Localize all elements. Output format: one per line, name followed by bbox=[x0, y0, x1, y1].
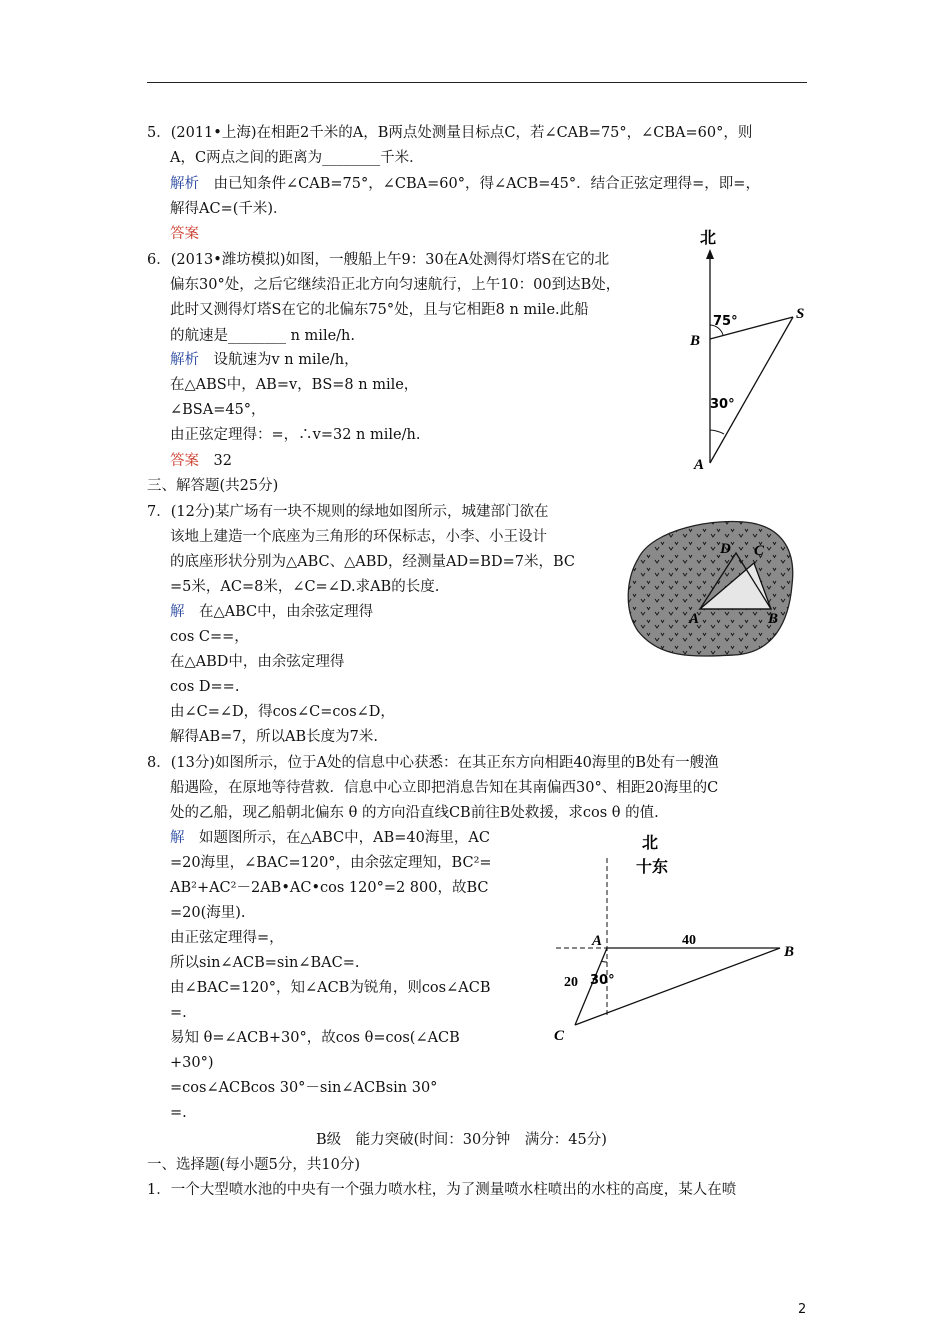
point-C-label: C bbox=[554, 1028, 565, 1044]
p7-solution-4: cos D==. bbox=[170, 679, 240, 695]
point-B-label: B bbox=[784, 944, 795, 960]
answer-label: 答案 bbox=[170, 453, 199, 469]
p6-solution-2: 在△ABS中，AB=v，BS=8 n mile， bbox=[170, 377, 419, 393]
p5-line-2: A，C两点之间的距离为________千米． bbox=[170, 150, 424, 166]
p7-line-4: =5米，AC=8米，∠C=∠D.求AB的长度. bbox=[170, 579, 440, 595]
page-number: 2 bbox=[798, 1302, 807, 1317]
p7-solution-5: 由∠C=∠D，得cos∠C=cos∠D， bbox=[170, 704, 395, 720]
p6-answer: 答案 32 bbox=[170, 453, 232, 469]
p7-line-2: 该地上建造一个底座为三角形的环保标志，小李、小王设计 bbox=[170, 529, 547, 545]
p8-line-2: 船遇险，在原地等待营救．信息中心立即把消息告知在其南偏西30°、相距20海里的C bbox=[170, 780, 719, 796]
p6-solution-1: 解析 设航速为v n mile/h， bbox=[170, 352, 359, 368]
jiexi-label: 解析 bbox=[170, 352, 199, 368]
p7-line-3: 的底座形状分别为△ABC、△ABD，经测量AD=BD=7米，BC bbox=[170, 554, 575, 570]
jie-label: 解 bbox=[170, 830, 185, 846]
level-b-title: B级 能力突破(时间：30分钟 满分：45分) bbox=[316, 1132, 607, 1148]
ship-lighthouse-figure bbox=[680, 225, 820, 475]
p5-answer-label: 答案 bbox=[170, 226, 199, 242]
angle-30-label: 30° bbox=[710, 397, 735, 412]
angle-arc-30 bbox=[710, 430, 724, 434]
jiexi-label: 解析 bbox=[170, 176, 199, 192]
p8-solution-6: 所以sin∠ACB=sin∠BAC=. bbox=[170, 955, 360, 971]
p6-line-4: 的航速是________ n mile/h. bbox=[170, 328, 355, 344]
p8-line-3: 处的乙船，现乙船朝北偏东 θ 的方向沿直线CB前往B处救援，求cos θ 的值. bbox=[170, 805, 659, 821]
p7-solution-3: 在△ABD中，由余弦定理得 bbox=[170, 654, 345, 670]
distance-20-label: 20 bbox=[564, 975, 578, 990]
p8-solution-2: =20海里，∠BAC=120°，由余弦定理知，BC²= bbox=[170, 855, 492, 871]
north-label: 北 bbox=[700, 228, 717, 247]
p7-solution-1: 解 在△ABC中，由余弦定理得 bbox=[170, 604, 374, 620]
p5-solution-1: 解析 由已知条件∠CAB=75°，∠CBA=60°，得∠ACB=45°．结合正弦定理得=，即=， bbox=[170, 176, 760, 192]
q1-line-1: 1．一个大型喷水池的中央有一个强力喷水柱，为了测量喷水柱喷出的水柱的高度，某人在喷 bbox=[147, 1182, 737, 1198]
point-S-label: S bbox=[796, 306, 805, 322]
arrow-head-icon bbox=[706, 249, 714, 259]
p8-solution-10: +30°) bbox=[170, 1055, 214, 1071]
distance-40-label: 40 bbox=[682, 933, 696, 948]
p8-solution-8: =. bbox=[170, 1005, 187, 1021]
p8-solution-3: AB²+AC²－2AB•AC•cos 120°=2 800，故BC bbox=[170, 880, 489, 896]
rescue-figure bbox=[548, 828, 808, 1053]
choice-section-title: 一、选择题(每小题5分，共10分) bbox=[147, 1157, 360, 1173]
section-title: 三、解答题(共25分) bbox=[147, 478, 279, 494]
header-rule bbox=[147, 82, 807, 83]
p8-solution-5: 由正弦定理得=， bbox=[170, 930, 284, 946]
p8-solution-11: =cos∠ACBcos 30°－sin∠ACBsin 30° bbox=[170, 1080, 438, 1096]
jie-label: 解 bbox=[170, 604, 185, 620]
p8-solution-12: =. bbox=[170, 1105, 187, 1121]
p8-solution-1: 解 如题图所示，在△ABC中，AB=40海里，AC bbox=[170, 830, 490, 846]
p6-line-1: 6．(2013•潍坊模拟)如图，一艘船上午9：30在A处测得灯塔S在它的北 bbox=[147, 252, 610, 268]
p7-solution-6: 解得AB=7，所以AB长度为7米. bbox=[170, 729, 378, 745]
green-land-figure bbox=[624, 513, 804, 663]
angle-30-label: 30° bbox=[590, 973, 615, 988]
point-A-label: A bbox=[694, 457, 705, 473]
p5-line-1: 5．(2011•上海)在相距2千米的A，B两点处测量目标点C，若∠CAB=75°，∠CBA=60°，则 bbox=[147, 125, 753, 141]
p8-solution-4: =20(海里). bbox=[170, 905, 246, 921]
p7-solution-2: cos C==， bbox=[170, 629, 249, 645]
point-A-label: A bbox=[689, 611, 700, 627]
p6-line-3: 此时又测得灯塔S在它的北偏东75°处，且与它相距8 n mile.此船 bbox=[170, 302, 589, 318]
p6-solution-3: ∠BSA=45°， bbox=[170, 402, 266, 418]
point-C-label: C bbox=[754, 543, 765, 559]
point-B-label: B bbox=[690, 333, 701, 349]
point-B-label: B bbox=[768, 611, 779, 627]
p8-solution-9: 易知 θ=∠ACB+30°，故cos θ=cos(∠ACB bbox=[170, 1030, 460, 1046]
point-A-label: A bbox=[592, 933, 603, 949]
north-label: 北 bbox=[642, 833, 659, 852]
p6-solution-4: 由正弦定理得：=，∴v=32 n mile/h. bbox=[170, 427, 421, 443]
p8-line-1: 8．(13分)如图所示，位于A处的信息中心获悉：在其正东方向相距40海里的B处有一艘渔 bbox=[147, 755, 719, 771]
p6-line-2: 偏东30°处，之后它继续沿正北方向匀速航行，上午10：00到达B处， bbox=[170, 277, 621, 293]
angle-75-label: 75° bbox=[713, 314, 738, 329]
p8-solution-7: 由∠BAC=120°，知∠ACB为锐角，则cos∠ACB bbox=[170, 980, 491, 996]
point-D-label: D bbox=[720, 541, 731, 557]
line-AS bbox=[710, 317, 793, 463]
p7-line-1: 7．(12分)某广场有一块不规则的绿地如图所示，城建部门欲在 bbox=[147, 504, 549, 520]
p5-solution-2: 解得AC=(千米)． bbox=[170, 201, 288, 217]
east-label: 十东 bbox=[636, 857, 669, 876]
